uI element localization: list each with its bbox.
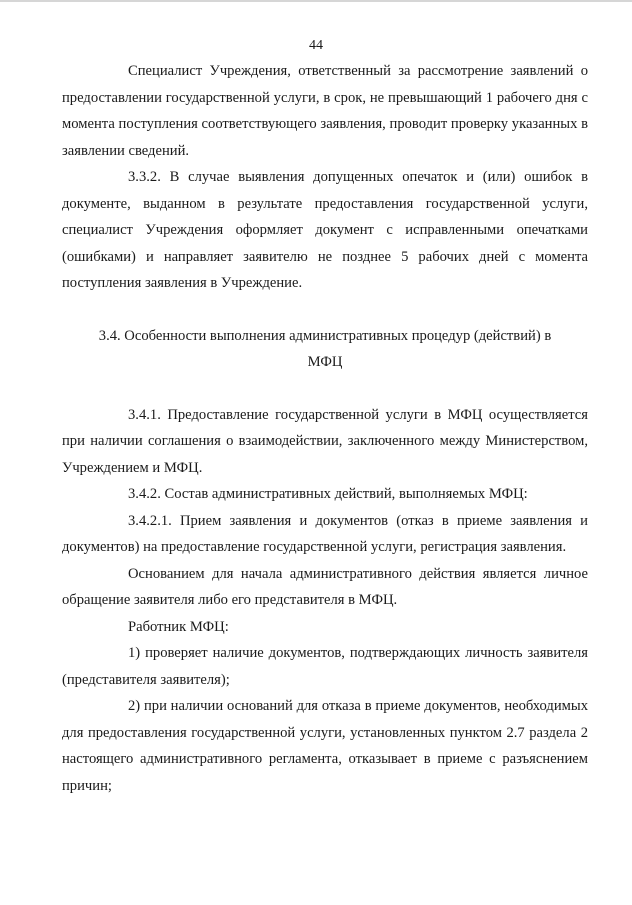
spacer — [62, 376, 588, 402]
page-number: 44 — [309, 38, 323, 53]
paragraph-basis: Основанием для начала административного действия является личное обращение заявителя либо его представителя в МФЦ. — [62, 565, 588, 608]
paragraph-mfc-worker: Работник МФЦ: — [128, 618, 229, 635]
section-heading-3-4-line1: 3.4. Особенности выполнения административных процедур (действий) в — [98, 327, 552, 344]
paragraph-3-4-2-1: 3.4.2.1. Прием заявления и документов (отказ в приеме заявления и документов) на предоставление государственной услуги, регистрация заявления. — [62, 512, 588, 555]
list-item-2: 2) при наличии оснований для отказа в приеме документов, необходимых для предоставления государственной услуги, установленных пунктом 2.7 раздела 2 настоящего административного регламента, отказывает в приеме с разъяснением причин; — [62, 698, 588, 794]
scan-top-edge — [0, 0, 632, 2]
paragraph-specialist-review: Специалист Учреждения, ответственный за рассмотрение заявлений о предоставлении государственной услуги, в срок, не превышающий 1 рабочего дня с момента поступления соответствующего заявления, проводит проверку указанных в заявлении сведений. — [62, 63, 588, 159]
paragraph-3-4-2: 3.4.2. Состав административных действий, выполняемых МФЦ: — [128, 486, 528, 502]
spacer — [62, 297, 588, 323]
list-item-1: 1) проверяет наличие документов, подтверждающих личность заявителя (представителя заявителя); — [62, 645, 588, 688]
document-body — [62, 58, 588, 799]
paragraph-3-3-2: 3.3.2. В случае выявления допущенных опечаток и (или) ошибок в документе, выданном в результате предоставления государственной услуги, специалист Учреждения оформляет документ с исправленными опечатками (ошибками) и направляет заявителю не позднее 5 рабочих дней с момента поступления заявления в Учреждение. — [62, 169, 588, 291]
section-heading-3-4-line2: МФЦ — [307, 354, 343, 370]
paragraph-3-4-1: 3.4.1. Предоставление государственной услуги в МФЦ осуществляется при наличии соглашения о взаимодействии, заключенного между Министерством, Учреждением и МФЦ. — [62, 406, 588, 476]
